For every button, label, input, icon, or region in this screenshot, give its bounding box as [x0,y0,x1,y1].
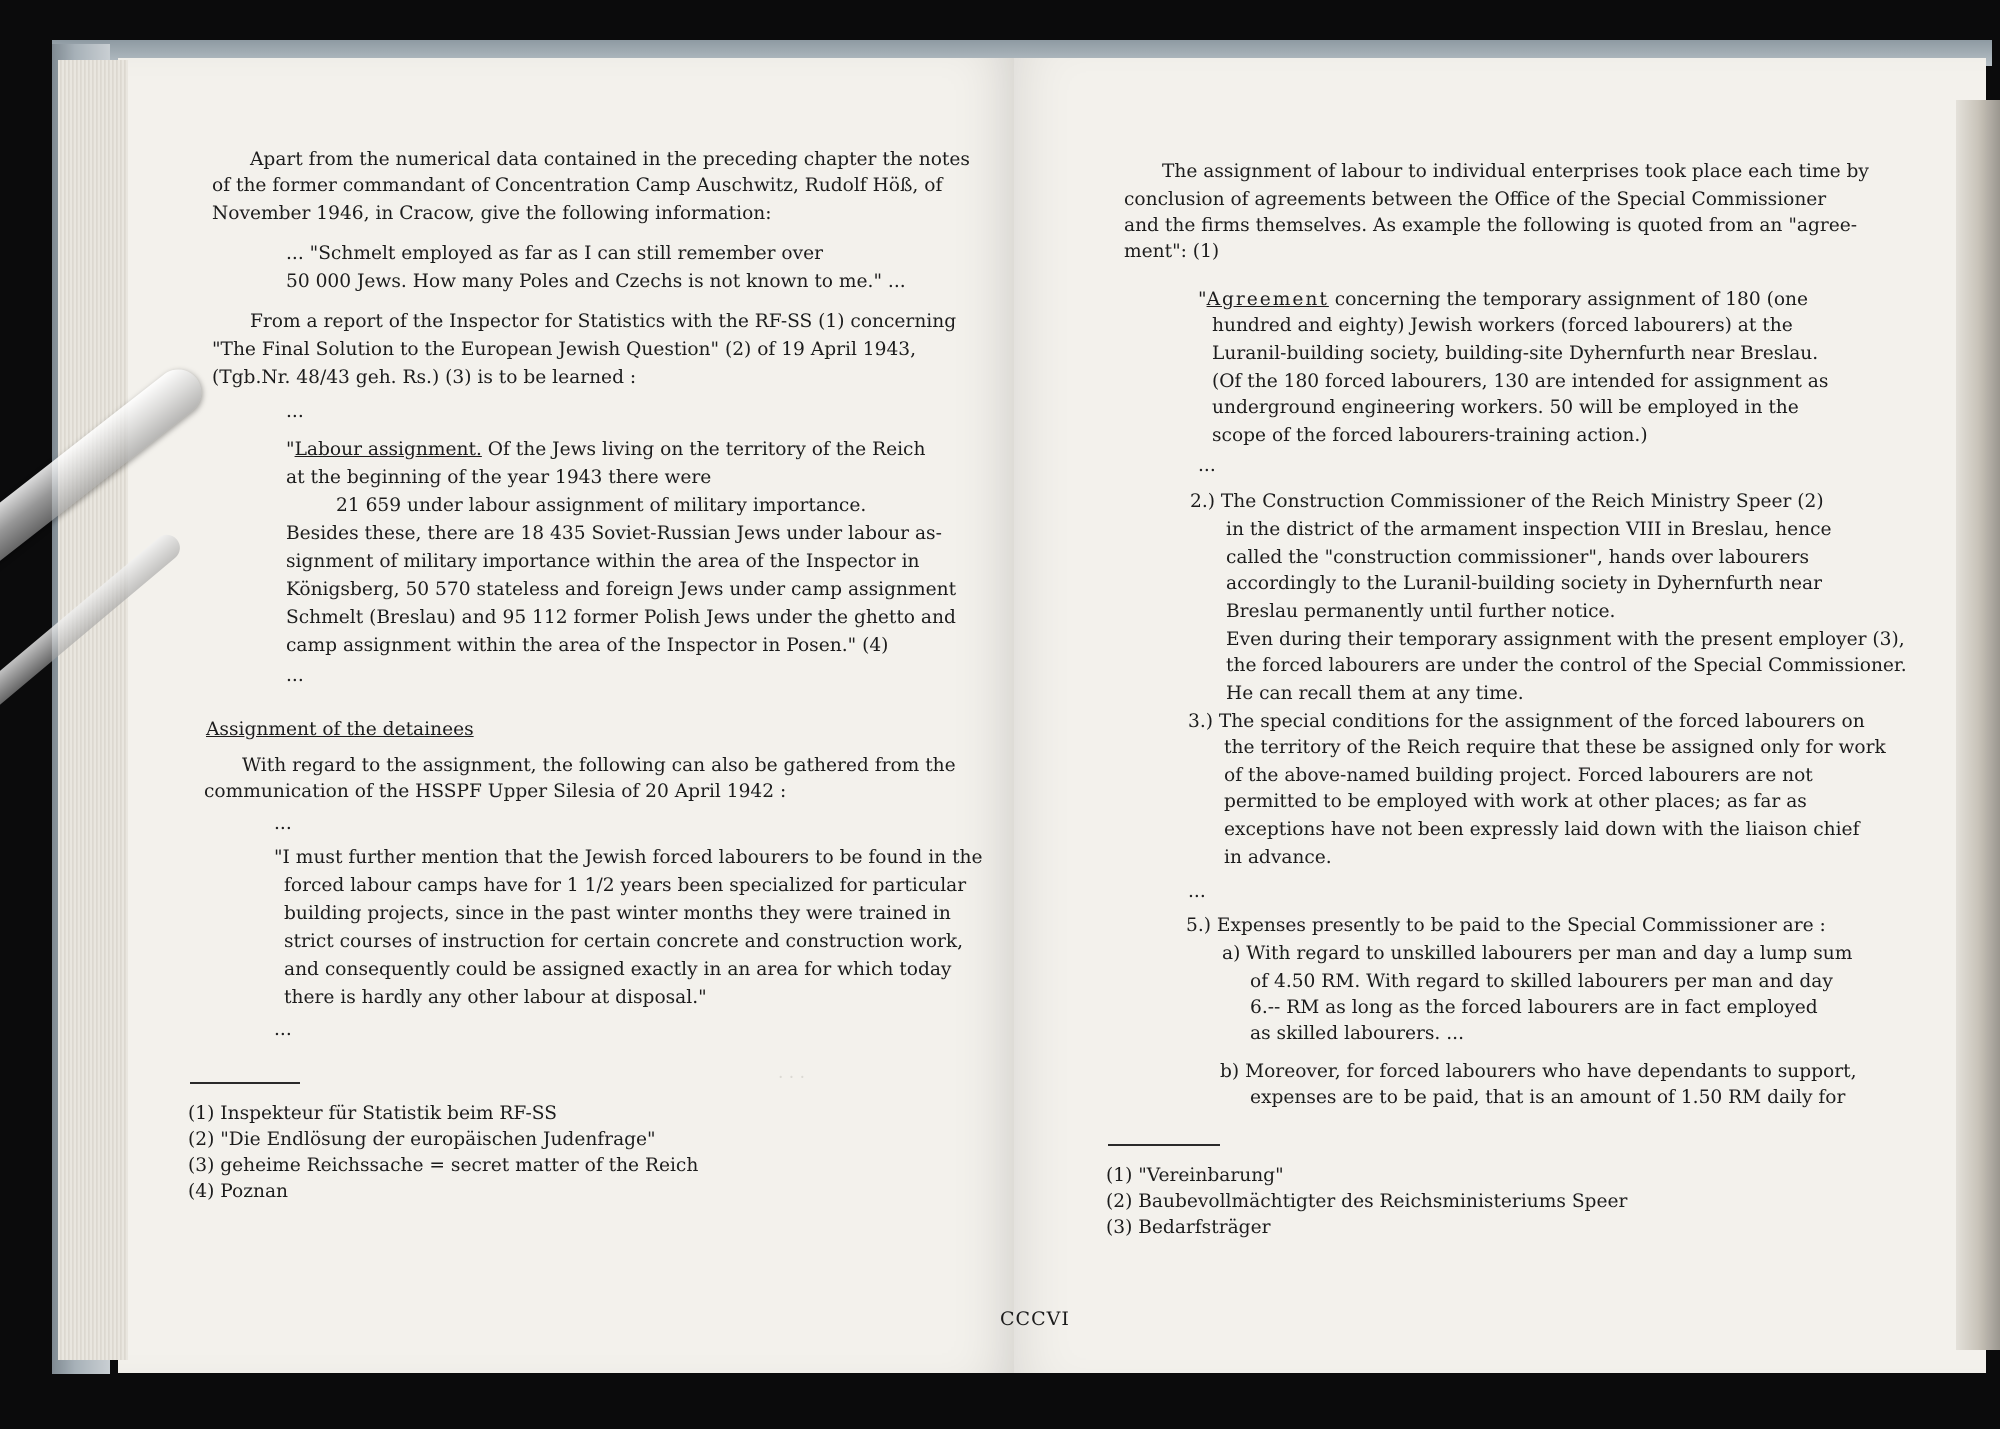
right-page-stack-edge [1956,100,2000,1350]
section-heading-assignment: Assignment of the detainees [206,719,474,740]
quote-hoess-line-1: ... "Schmelt employed as far as I can still remember over [286,243,823,264]
bleed-through: · · · [778,1068,806,1088]
agreement-line-3: Luranil-building society, building-site Dyhernfurth near Breslau. [1212,343,1819,364]
ellipsis: ... [1188,881,1206,902]
assignment-line-2: communication of the HSSPF Upper Silesia of 20 April 1942 : [204,781,787,802]
right-intro-line-4: ment": (1) [1124,241,1220,262]
clause-2-line-1: 2.) The Construction Commissioner of the Reich Ministry Speer (2) [1190,491,1824,512]
agreement-line-5: underground engineering workers. 50 will be employed in the [1212,397,1799,418]
hsspf-quote-line-2: forced labour camps have for 1 1/2 years been specialized for particular [284,875,967,896]
clause-5a-line-3: 6.-- RM as long as the forced labourers are in fact employed [1250,997,1818,1018]
quote-hoess-line-2: 50 000 Jews. How many Poles and Czechs is not known to me." ... [286,271,906,292]
ellipsis: ... [286,665,304,686]
footnote-4: (4) Poznan [188,1181,289,1202]
clause-2-line-4: accordingly to the Luranil-building society in Dyhernfurth near [1226,573,1823,594]
ellipsis: ... [274,813,292,834]
footnote-rule [190,1082,300,1084]
clause-5-line-1: 5.) Expenses presently to be paid to the Special Commissioner are : [1186,915,1826,936]
clause-5a-line-2: of 4.50 RM. With regard to skilled labourers per man and day [1250,971,1833,992]
ellipsis: ... [274,1019,292,1040]
clause-2-line-3: called the "construction commissioner", hands over labourers [1226,547,1810,568]
footnote-rule [1108,1144,1220,1146]
clause-2-line-7: the forced labourers are under the control of the Special Commissioner. [1226,655,1907,676]
intro-line-2: of the former commandant of Concentration Camp Auschwitz, Rudolf Höß, of [212,175,943,196]
clause-3-line-6: in advance. [1224,847,1332,868]
agreement-line-4: (Of the 180 forced labourers, 130 are intended for assignment as [1212,371,1829,392]
report-line-1: From a report of the Inspector for Statistics with the RF-SS (1) concerning [250,311,957,332]
intro-line-3: November 1946, in Cracow, give the following information: [212,203,772,224]
labour-line-7: Schmelt (Breslau) and 95 112 former Polish Jews under the ghetto and [286,607,956,628]
agreement-line-2: hundred and eighty) Jewish workers (forced labourers) at the [1212,315,1793,336]
clause-2-line-5: Breslau permanently until further notice. [1226,601,1616,622]
footnote-3: (3) Bedarfsträger [1106,1217,1271,1238]
clause-3-line-1: 3.) The special conditions for the assignment of the forced labourers on [1188,711,1865,732]
hsspf-quote-line-4: strict courses of instruction for certain concrete and construction work, [284,931,964,952]
clause-3-line-4: permitted to be employed with work at other places; as far as [1224,791,1807,812]
labour-line-5: signment of military importance within the area of the Inspector in [286,551,920,572]
labour-line-6: Königsberg, 50 570 stateless and foreign Jews under camp assignment [286,579,957,600]
hsspf-quote-line-6: there is hardly any other labour at disposal." [284,987,707,1008]
right-intro-line-2: conclusion of agreements between the Office of the Special Commissioner [1124,189,1827,210]
footnote-1: (1) Inspekteur für Statistik beim RF-SS [188,1103,557,1124]
clause-2-line-6: Even during their temporary assignment with the present employer (3), [1226,629,1905,650]
agreement-text: concerning the temporary assignment of 180 (one [1328,289,1809,310]
assignment-line-1: With regard to the assignment, the following can also be gathered from the [242,755,956,776]
hsspf-quote-line-5: and consequently could be assigned exactly in an area for which today [284,959,952,980]
clause-3-line-5: exceptions have not been expressly laid down with the liaison chief [1224,819,1860,840]
page-number: CCCVI [1000,1308,1070,1330]
agreement-open-quote: " [1198,289,1207,310]
ellipsis: ... [1198,455,1216,476]
page-stack-edge [58,60,128,1360]
hsspf-quote-line-3: building projects, since in the past winter months they were trained in [284,903,951,924]
agreement-line-6: scope of the forced labourers-training action.) [1212,425,1648,446]
footnote-1: (1) "Vereinbarung" [1106,1165,1284,1186]
labour-line-3: 21 659 under labour assignment of military importance. [336,495,867,516]
right-intro-line-1: The assignment of labour to individual enterprises took place each time by [1162,161,1869,182]
labour-assignment-line: "Labour assignment. Of the Jews living on the territory of the Reich [286,439,926,460]
report-line-3: (Tgb.Nr. 48/43 geh. Rs.) (3) is to be learned : [212,367,637,388]
hsspf-quote-line-1: "I must further mention that the Jewish forced labourers to be found in the [274,847,983,868]
right-page [1014,58,1986,1373]
ellipsis: ... [286,401,304,422]
footnote-2: (2) Baubevollmächtigter des Reichsministeriums Speer [1106,1191,1628,1212]
labour-assignment-heading: Labour assignment. [294,439,482,460]
clause-3-line-2: the territory of the Reich require that these be assigned only for work [1224,737,1886,758]
agreement-line-1 [1198,286,1808,314]
footnote-2: (2) "Die Endlösung der europäischen Judenfrage" [188,1129,656,1150]
clause-2-line-8: He can recall them at any time. [1226,683,1524,704]
clause-5a-line-4: as skilled labourers. ... [1250,1023,1464,1044]
labour-assignment-text: Of the Jews living on the territory of the Reich [481,439,926,460]
labour-line-4: Besides these, there are 18 435 Soviet-Russian Jews under labour as- [286,523,942,544]
clause-5a-line-1: a) With regard to unskilled labourers per man and day a lump sum [1222,943,1853,964]
labour-line-8: camp assignment within the area of the Inspector in Posen." (4) [286,635,889,656]
left-page [118,58,1014,1373]
footnote-3: (3) geheime Reichssache = secret matter of the Reich [188,1155,699,1176]
agreement-heading: Agreement [1206,289,1329,310]
right-intro-line-3: and the firms themselves. As example the following is quoted from an "agree- [1124,215,1858,236]
report-line-2: "The Final Solution to the European Jewish Question" (2) of 19 April 1943, [212,339,917,360]
intro-line-1: Apart from the numerical data contained in the preceding chapter the notes [250,149,970,170]
clause-5b-line-1: b) Moreover, for forced labourers who have dependants to support, [1220,1061,1857,1082]
clause-5b-line-2: expenses are to be paid, that is an amount of 1.50 RM daily for [1250,1087,1846,1108]
clause-3-line-3: of the above-named building project. Forced labourers are not [1224,765,1813,786]
labour-line-2: at the beginning of the year 1943 there were [286,467,712,488]
clause-2-line-2: in the district of the armament inspection VIII in Breslau, hence [1226,519,1832,540]
